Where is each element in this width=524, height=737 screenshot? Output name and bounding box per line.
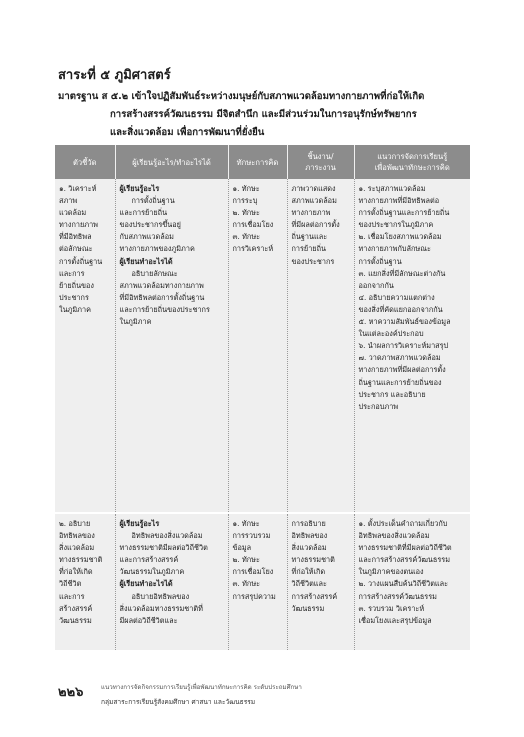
- cell-line: การตั้งถิ่นฐาน: [358, 256, 402, 266]
- header-learn: [115, 145, 228, 179]
- cell-line: ผู้เรียนรู้อะไร: [119, 184, 160, 193]
- cell-line: ออกจากกัน: [358, 280, 394, 290]
- cell-line: ๑. ระบุสภาพแวดล้อม: [358, 184, 426, 193]
- cell-line: การสร้างสรรค์วัฒนธรรม: [358, 591, 437, 601]
- cell-line: การตั้งถิ่นฐาน: [59, 256, 103, 266]
- header-text: ผู้เรียนรู้อะไร/ทำอะไรได้: [132, 157, 211, 167]
- cell-line: ที่มีผลต่อการตั้ง: [291, 220, 340, 230]
- cell-line: การเชื่อมโยง: [232, 567, 274, 577]
- cell-line: ๑. วิเคราะห์: [59, 184, 97, 193]
- footer-book-title: แนวทางการจัดกิจกรรมการเรียนรู้เพื่อพัฒนาทักษะการคิด ระดับประถมศึกษา: [101, 684, 302, 691]
- cell-line: ๔. อธิบายความแตกต่าง: [358, 292, 435, 302]
- cell-line: ที่ก่อให้เกิด: [59, 567, 93, 577]
- cell-line: มีผลต่อวิถีชีวิตและ: [119, 615, 178, 625]
- cell-line: ๒. เชื่อมโยงสภาพแวดล้อม: [358, 232, 442, 242]
- cell-line: ในแต่ละองค์ประกอบ: [358, 329, 424, 339]
- cell-line: ของสิ่งที่คัดแยกออกจากกัน: [358, 304, 443, 314]
- cell-line: และการย้ายถิ่น: [119, 208, 168, 218]
- indicator-cell: [55, 513, 115, 650]
- table-row: [55, 179, 470, 513]
- cell-line: ทางธรรมชาติ: [59, 555, 103, 565]
- cell-line: อิทธิพลของสิ่งแวดล้อม: [131, 531, 203, 541]
- header-indicator: [55, 145, 115, 179]
- table-header-row: [55, 145, 470, 179]
- cell-line: ๖. นำผลการวิเคราะห์มาสรุป: [358, 341, 449, 351]
- cell-line: วัฒนธรรม: [59, 615, 92, 625]
- cell-line: ๒. อธิบาย: [59, 519, 91, 528]
- cell-line: สภาพแวดล้อม: [291, 196, 337, 206]
- cell-line: ๓. ทักษะ: [232, 579, 261, 589]
- cell-line: แวดล้อม: [59, 208, 87, 218]
- cell-line: สร้างสรรค์: [59, 603, 93, 613]
- cell-line: สิ่งแวดล้อม: [291, 543, 327, 553]
- cell-line: อธิบายอิทธิพลของ: [131, 591, 190, 601]
- cell-line: ๒. ทักษะ: [232, 555, 260, 565]
- cell-line: อิทธิพลของ: [291, 531, 328, 541]
- header-skills: [228, 145, 287, 179]
- cell-line: ทางกายภาพ: [59, 220, 98, 230]
- cell-line: ๗. วาดภาพสภาพแวดล้อม: [358, 353, 441, 363]
- footer-subject: กลุ่มสาระการเรียนรู้สังคมศึกษา ศาสนา และวัฒนธรรม: [101, 698, 256, 706]
- skills-cell: [228, 179, 287, 513]
- cell-line: การระบุ: [232, 196, 258, 206]
- cell-line: ๑. ตั้งประเด็นคำถามเกี่ยวกับ: [358, 519, 448, 528]
- cell-line: ภาพวาดแสดง: [291, 184, 336, 193]
- cell-line: ในภูมิภาค: [119, 317, 152, 327]
- cell-line: ทางธรรมชาติที่มีผลต่อวิถีชีวิต: [358, 543, 452, 553]
- header-text: ภาระงาน: [305, 163, 336, 172]
- cell-line: ประกอบภาพ: [358, 401, 399, 411]
- cell-line: วัฒนธรรม: [291, 603, 325, 613]
- learning-cell: [115, 513, 228, 650]
- header-approach: [354, 145, 470, 179]
- cell-line: ทางกายภาพกับลักษณะ: [358, 244, 431, 254]
- work-cell: [287, 179, 354, 513]
- cell-line: การอธิบาย: [291, 519, 326, 528]
- cell-line: ผู้เรียนรู้อะไร: [119, 519, 160, 528]
- cell-line: การตั้งถิ่นฐานและการย้ายถิ่น: [358, 208, 450, 218]
- cell-line: อิทธิพลของ: [59, 531, 95, 541]
- cell-line: และการสร้างสรรค์: [119, 555, 179, 565]
- cell-line: ๓. แยกสิ่งที่มีลักษณะต่างกัน: [358, 268, 446, 278]
- cell-line: ในภูมิภาคของตนเอง: [358, 567, 424, 577]
- cell-line: การตั้งถิ่นฐาน: [131, 196, 175, 206]
- cell-line: ๑. ทักษะ: [232, 519, 260, 528]
- cell-line: ที่ก่อให้เกิด: [291, 567, 326, 577]
- cell-line: ๓. รวบรวม วิเคราะห์: [358, 603, 425, 613]
- table-body: [55, 179, 470, 650]
- cell-line: ๒. ทักษะ: [232, 208, 260, 218]
- cell-line: ๕. หาความสัมพันธ์ของข้อมูล: [358, 317, 451, 327]
- cell-line: ทางกายภาพของภูมิภาค: [119, 244, 195, 254]
- cell-line: และการ: [59, 591, 85, 601]
- cell-line: ที่มีอิทธิพล: [59, 232, 92, 242]
- cell-line: ทางกายภาพ: [291, 208, 331, 218]
- cell-line: ข้อมูล: [232, 543, 252, 553]
- cell-line: ประชากร และอธิบาย: [358, 389, 426, 399]
- cell-line: ๓. ทักษะ: [232, 232, 261, 242]
- cell-line: ทางกายภาพที่มีผลต่อการตั้ง: [358, 365, 446, 375]
- page-number: ๒๒๖: [58, 685, 84, 700]
- cell-line: และการสร้างสรรค์วัฒนธรรม: [358, 555, 451, 565]
- standard-statement: [58, 88, 478, 142]
- cell-line: การวิเคราะห์: [232, 244, 274, 254]
- header-text: ชิ้นงาน/: [307, 152, 334, 161]
- cell-line: ของประชากรขึ้นอยู่: [119, 220, 181, 230]
- cell-line: วัฒนธรรมในภูมิภาค: [119, 567, 185, 577]
- cell-line: และการ: [59, 268, 85, 278]
- cell-line: ต่อลักษณะ: [59, 244, 93, 254]
- indicator-cell: [55, 179, 115, 513]
- header-text: เพื่อพัฒนาทักษะการคิด: [374, 163, 450, 172]
- cell-line: ถิ่นฐานและการย้ายถิ่นของ: [358, 377, 442, 387]
- cell-line: สภาพ: [59, 196, 78, 206]
- standard-line-1: มาตรฐาน ส ๕.๒ เข้าใจปฏิสัมพันธ์ระหว่างมนุษย์กับสภาพแวดล้อมทางกายภาพที่ก่อให้เกิด: [58, 91, 425, 102]
- skills-cell: [228, 513, 287, 650]
- cell-line: การรวบรวม: [232, 531, 271, 541]
- cell-line: ในภูมิภาค: [59, 304, 91, 314]
- cell-line: อิทธิพลของสิ่งแวดล้อม: [358, 531, 430, 541]
- cell-line: ที่มีอิทธิพลต่อการตั้งถิ่นฐาน: [119, 292, 205, 302]
- standard-line-2: การสร้างสรรค์วัฒนธรรม มีจิตสำนึก และมีส่วนร่วมในการอนุรักษ์ทรัพยากร: [110, 109, 417, 120]
- cell-line: วิถีชีวิตและ: [291, 579, 327, 589]
- cell-line: การย้ายถิ่น: [291, 244, 326, 254]
- cell-line: เชื่อมโยงและสรุปข้อมูล: [358, 615, 432, 625]
- cell-line: ของประชากรในภูมิภาค: [358, 220, 434, 230]
- cell-line: ผู้เรียนทำอะไรได้: [119, 256, 173, 266]
- cell-line: วิถีชีวิต: [59, 579, 82, 589]
- learning-cell: [115, 179, 228, 513]
- cell-line: การสร้างสรรค์: [291, 591, 338, 601]
- cell-line: สิ่งแวดล้อม: [59, 543, 95, 553]
- cell-line: ย้ายถิ่นของ: [59, 280, 94, 290]
- cell-line: ทางธรรมชาติ: [291, 555, 335, 565]
- approach-cell: [354, 179, 470, 513]
- header-text: ทักษะการคิด: [236, 157, 279, 167]
- cell-line: ประชากร: [59, 292, 89, 302]
- work-cell: [287, 513, 354, 650]
- header-work: [287, 145, 354, 179]
- cell-line: อธิบายลักษณะ: [131, 268, 178, 278]
- cell-line: ทางกายภาพที่มีอิทธิพลต่อ: [358, 196, 440, 206]
- cell-line: ผู้เรียนทำอะไรได้: [119, 579, 173, 589]
- cell-line: ๒. วางแผนสืบค้นวิถีชีวิตและ: [358, 579, 449, 589]
- cell-line: ๑. ทักษะ: [232, 184, 260, 193]
- cell-line: การเชื่อมโยง: [232, 220, 274, 230]
- table-row: [55, 513, 470, 650]
- header-text: แนวการจัดการเรียนรู้: [377, 152, 448, 161]
- approach-cell: [354, 513, 470, 650]
- header-text: ตัวชี้วัด: [72, 157, 97, 167]
- standard-line-3: และสิ่งแวดล้อม เพื่อการพัฒนาที่ยั่งยืน: [110, 127, 265, 138]
- cell-line: ถิ่นฐานและ: [291, 232, 328, 242]
- cell-line: และการย้ายถิ่นของประชากร: [119, 304, 210, 314]
- cell-line: กับสภาพแวดล้อม: [119, 232, 174, 242]
- cell-line: ทางธรรมชาติมีผลต่อวิถีชีวิต: [119, 543, 208, 553]
- cell-line: สิ่งแวดล้อมทางธรรมชาติที่: [119, 603, 203, 613]
- learning-table: [55, 145, 470, 650]
- cell-line: ของประชากร: [291, 256, 335, 266]
- cell-line: การสรุปความ: [232, 591, 276, 601]
- page-title: สาระที่ ๕ ภูมิศาสตร์: [58, 68, 171, 83]
- cell-line: สภาพแวดล้อมทางกายภาพ: [119, 280, 204, 290]
